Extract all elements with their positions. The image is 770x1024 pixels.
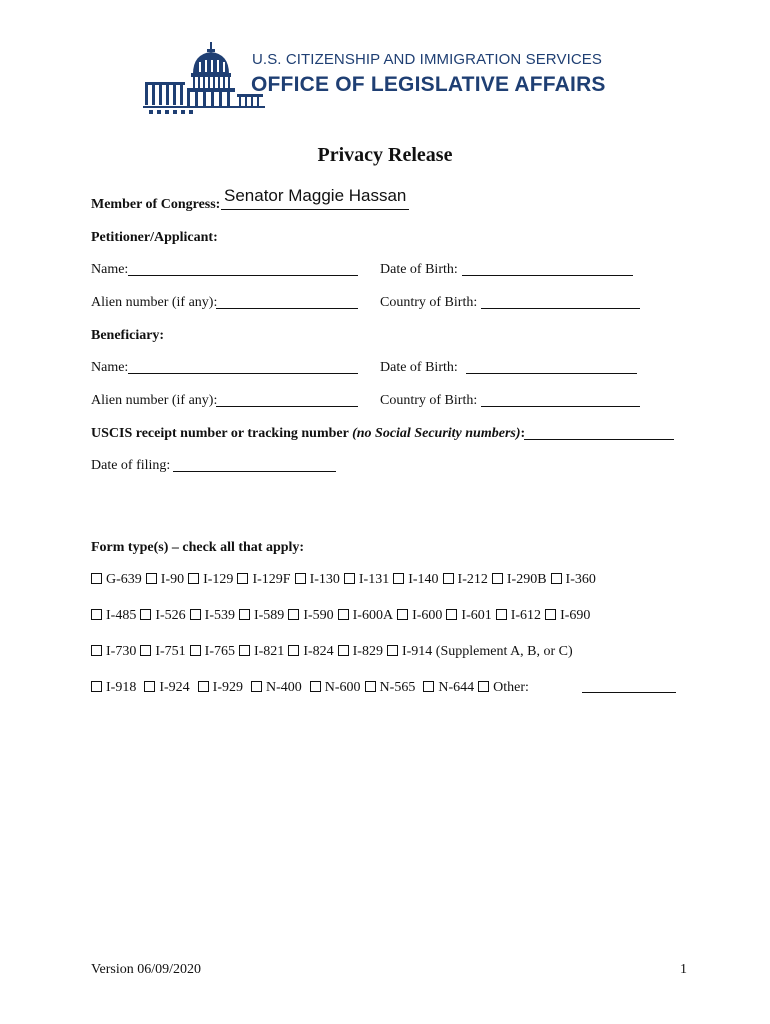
checkbox-i-929[interactable]: I-929 [198,680,243,696]
checkbox-square-icon[interactable] [190,645,201,656]
checkbox-square-icon[interactable] [288,609,299,620]
checkbox-i-90[interactable]: I-90 [146,572,184,588]
checkbox-i-360[interactable]: I-360 [551,572,596,588]
checkbox-i-918[interactable]: I-918 [91,680,136,696]
receipt-field[interactable] [524,425,674,440]
checkbox-square-icon[interactable] [188,573,199,584]
checkbox-i-212[interactable]: I-212 [443,572,488,588]
checkbox-i-829[interactable]: I-829 [338,644,383,660]
petitioner-name-label: Name: [91,262,129,277]
beneficiary-cob-label: Country of Birth: [380,393,478,408]
checkbox-i-612[interactable]: I-612 [496,608,541,624]
checkbox-g-639[interactable]: G-639 [91,572,142,588]
receipt-colon: : [520,426,526,441]
checkbox-square-icon[interactable] [91,645,102,656]
beneficiary-cob-field[interactable] [481,392,640,407]
capitol-logo-icon [143,40,265,116]
checkbox-square-icon[interactable] [393,573,404,584]
petitioner-cob-label: Country of Birth: [380,295,478,310]
form-row-1 [91,572,600,588]
checkbox-square-icon[interactable] [295,573,306,584]
checkbox-square-icon[interactable] [251,681,262,692]
checkbox-i-600[interactable]: I-600 [397,608,442,624]
checkbox-square-icon[interactable] [397,609,408,620]
checkbox-square-icon[interactable] [344,573,355,584]
receipt-label [91,426,525,442]
checkbox-square-icon[interactable] [91,681,102,692]
page-title: Privacy Release [317,144,453,166]
checkbox-square-icon[interactable] [446,609,457,620]
checkbox-square-icon[interactable] [198,681,209,692]
petitioner-dob-label: Date of Birth: [380,262,458,277]
agency-name: U.S. CITIZENSHIP AND IMMIGRATION SERVICES [252,51,602,68]
checkbox-square-icon[interactable] [478,681,489,692]
checkbox-i-526[interactable]: I-526 [140,608,185,624]
checkbox-square-icon[interactable] [140,609,151,620]
checkbox-square-icon[interactable] [91,609,102,620]
checkbox-i-821[interactable]: I-821 [239,644,284,660]
checkbox-square-icon[interactable] [310,681,321,692]
checkbox-i-129[interactable]: I-129 [188,572,233,588]
petitioner-alien-label: Alien number (if any): [91,295,218,310]
checkbox-square-icon[interactable] [551,573,562,584]
receipt-note: (no Social Security numbers) [352,426,521,441]
petitioner-name-field[interactable] [128,261,358,276]
checkbox-i-690[interactable]: I-690 [545,608,590,624]
receipt-label-text: USCIS receipt number or tracking number [91,426,349,441]
beneficiary-name-field[interactable] [128,359,358,374]
checkbox-square-icon[interactable] [239,609,250,620]
checkbox-square-icon[interactable] [146,573,157,584]
checkbox-n-644[interactable]: N-644 [423,680,474,696]
filing-label: Date of filing: [91,458,171,473]
checkbox-i-130[interactable]: I-130 [295,572,340,588]
checkbox-i-924[interactable]: I-924 [144,680,189,696]
checkbox-i-600a[interactable]: I-600A [338,608,393,624]
checkbox-n-565[interactable]: N-565 [365,680,416,696]
checkbox-i-131[interactable]: I-131 [344,572,389,588]
member-label: Member of Congress: [91,197,221,212]
beneficiary-dob-label: Date of Birth: [380,360,458,375]
checkbox-square-icon[interactable] [387,645,398,656]
checkbox-square-icon[interactable] [190,609,201,620]
beneficiary-dob-field[interactable] [466,359,637,374]
checkbox-square-icon[interactable] [423,681,434,692]
checkbox-square-icon[interactable] [288,645,299,656]
version-label: Version 06/09/2020 [91,962,202,977]
checkbox-i-539[interactable]: I-539 [190,608,235,624]
beneficiary-heading: Beneficiary: [91,328,165,343]
petitioner-dob-field[interactable] [462,261,633,276]
checkbox-square-icon[interactable] [239,645,250,656]
checkbox-i-129f[interactable]: I-129F [237,572,290,588]
page-number: 1 [680,962,687,977]
checkbox-square-icon[interactable] [365,681,376,692]
checkbox-square-icon[interactable] [140,645,151,656]
beneficiary-name-label: Name: [91,360,129,375]
checkbox-square-icon[interactable] [338,609,349,620]
petitioner-alien-field[interactable] [216,294,358,309]
checkbox-square-icon[interactable] [91,573,102,584]
checkbox-i-140[interactable]: I-140 [393,572,438,588]
member-value: Senator Maggie Hassan [224,186,407,205]
checkbox-square-icon[interactable] [144,681,155,692]
checkbox-square-icon[interactable] [496,609,507,620]
form-row-2 [91,608,594,624]
checkbox-i-765[interactable]: I-765 [190,644,235,660]
checkbox-i-824[interactable]: I-824 [288,644,333,660]
petitioner-heading: Petitioner/Applicant: [91,230,218,245]
beneficiary-alien-label: Alien number (if any): [91,393,218,408]
checkbox-square-icon[interactable] [545,609,556,620]
checkbox-square-icon[interactable] [443,573,454,584]
petitioner-cob-field[interactable] [481,294,640,309]
checkbox-i-730[interactable]: I-730 [91,644,136,660]
checkbox-i-601[interactable]: I-601 [446,608,491,624]
form-row-4 [91,680,533,696]
checkbox-square-icon[interactable] [338,645,349,656]
checkbox-i-590[interactable]: I-590 [288,608,333,624]
checkbox-n-600[interactable]: N-600 [310,680,361,696]
checkbox-square-icon[interactable] [492,573,503,584]
checkbox-i-290b[interactable]: I-290B [492,572,547,588]
checkbox-i-485[interactable]: I-485 [91,608,136,624]
other-field[interactable] [582,678,676,693]
beneficiary-alien-field[interactable] [216,392,358,407]
checkbox-i-589[interactable]: I-589 [239,608,284,624]
office-name: OFFICE OF LEGISLATIVE AFFAIRS [251,73,606,96]
checkbox-n-400[interactable]: N-400 [251,680,302,696]
filing-field[interactable] [173,457,336,472]
checkbox-square-icon[interactable] [237,573,248,584]
form-types-heading: Form type(s) – check all that apply: [91,540,305,555]
form-row-3 [91,644,577,660]
checkbox-other[interactable]: Other: [478,680,529,696]
checkbox-i-914[interactable]: I-914 (Supplement A, B, or C) [387,644,573,660]
checkbox-i-751[interactable]: I-751 [140,644,185,660]
